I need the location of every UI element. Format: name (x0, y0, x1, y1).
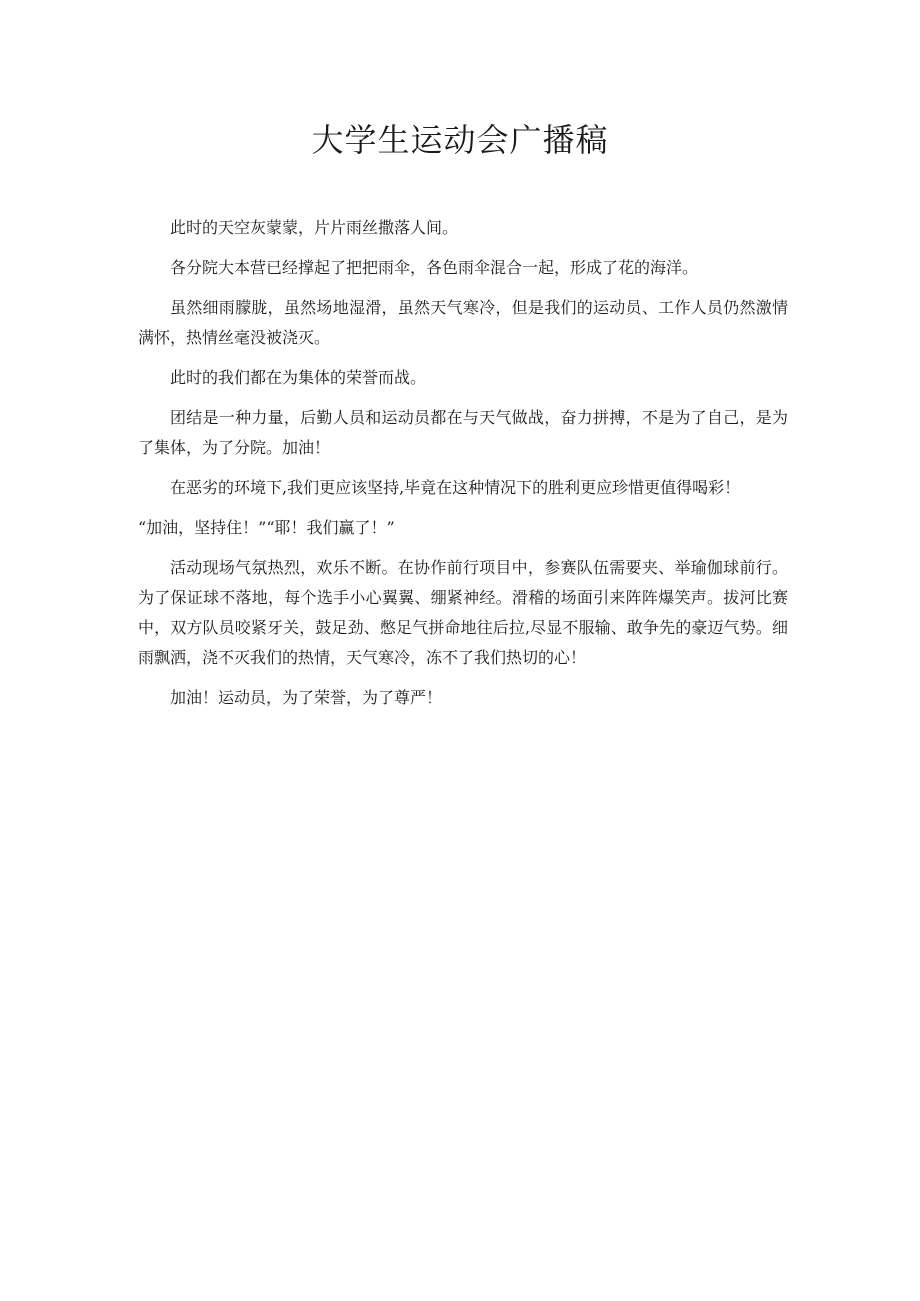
paragraph-4: 此时的我们都在为集体的荣誉而战。 (170, 368, 427, 387)
paragraph-1: 此时的天空灰蒙蒙，片片雨丝撒落人间。 (170, 218, 459, 237)
paragraph-3: 虽然细雨朦胧，虽然场地湿滑，虽然天气寒冷，但是我们的运动员、工作人员仍然激情满怀，热情丝毫没被浇灭。 (138, 298, 788, 347)
paragraph-5: 团结是一种力量，后勤人员和运动员都在与天气做战，奋力拼搏，不是为了自己，是为了集体，为了分院。加油！ (138, 408, 788, 457)
paragraph-9: 加油！运动员，为了荣誉，为了尊严！ (170, 688, 443, 707)
paragraph-7-quote: “加油，坚持住！”“耶！我们赢了！” (138, 518, 395, 537)
paragraph-2: 各分院大本营已经撑起了把把雨伞，各色雨伞混合一起，形成了花的海洋。 (170, 258, 699, 277)
document-title: 大学生运动会广播稿 (311, 121, 609, 159)
document-body (138, 213, 788, 723)
paragraph-8: 活动现场气氛热烈，欢乐不断。在协作前行项目中，参赛队伍需要夹、举瑜伽球前行。为了保证球不落地，每个选手小心翼翼、绷紧神经。滑稽的场面引来阵阵爆笑声。拔河比赛中，双方队员咬紧牙关，鼓足劲、憋足气拼命地往后拉,尽显不服输、敢争先的豪迈气势。细雨飘洒，浇不灭我们的热情，天气寒冷，冻不了我们热切的心！ (138, 558, 788, 667)
paragraph-6: 在恶劣的环境下,我们更应该坚持,毕竟在这种情况下的胜利更应珍惜更值得喝彩！ (170, 478, 741, 497)
